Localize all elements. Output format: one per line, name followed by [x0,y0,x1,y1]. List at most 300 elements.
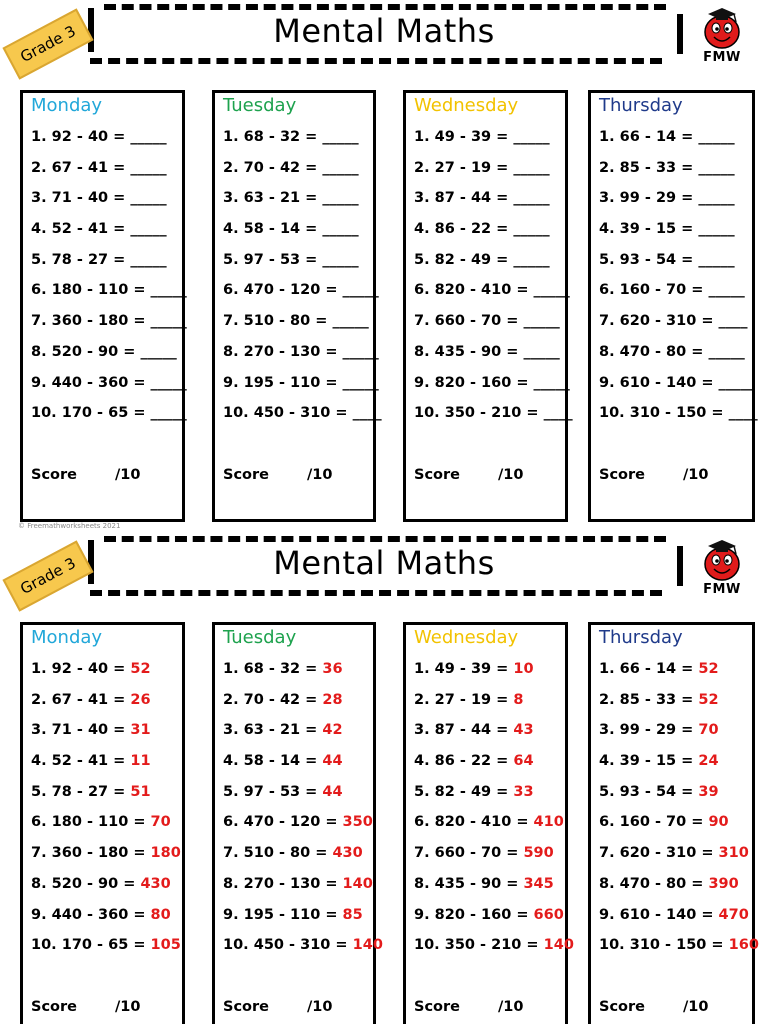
answer-blank: _____ [698,159,735,176]
question-text: 5. 82 - 49 = [414,783,514,800]
question-text: 2. 70 - 42 = [223,159,323,176]
day-card-thursday [588,90,758,522]
answer-value: 85 [342,906,363,923]
answer-blank: _____ [130,190,167,207]
question-text: 9. 610 - 140 = [599,906,719,923]
answer-blank: _____ [513,159,550,176]
question-list [223,129,382,436]
question-text: 2. 27 - 19 = [414,159,514,176]
answer-blank: _____ [130,251,167,268]
question-text: 4. 52 - 41 = [31,753,131,770]
question-row [223,845,369,876]
answer-blank: _____ [698,190,735,207]
answer-blank: _____ [322,251,359,268]
question-row [31,282,187,313]
header-dashed-line-top [104,4,666,10]
answer-blank: _____ [513,251,550,268]
answer-value: 160 [728,937,759,954]
question-text: 7. 360 - 180 = [31,845,151,862]
question-row [223,814,373,845]
day-card-thursday [588,622,759,1024]
question-text: 7. 620 - 310 = [599,313,719,330]
answer-value: 11 [130,753,151,770]
question-row [223,875,373,907]
question-row [31,661,178,692]
answer-value: 44 [322,783,343,800]
score-total: /10 [683,467,709,483]
score-label: Score [31,999,77,1015]
score-line [31,467,140,483]
answer-value: 660 [533,906,564,923]
question-text: 4. 39 - 15 = [599,221,699,238]
question-row [31,814,178,845]
day-heading: Tuesday [223,627,297,648]
question-text: 6. 820 - 410 = [414,282,534,299]
question-row [414,282,570,313]
question-text: 7. 660 - 70 = [414,313,524,330]
answer-value: 24 [698,753,719,770]
score-line [599,467,708,483]
score-total: /10 [307,999,333,1015]
question-row [223,937,383,968]
question-row [414,845,561,876]
question-text: 6. 470 - 120 = [223,282,343,299]
answer-value: 52 [698,661,719,677]
question-text: 9. 820 - 160 = [414,906,534,923]
question-row [599,692,748,723]
copyright-notice: © Freemathworksheets 2021 [18,522,121,530]
question-row [223,784,369,815]
answer-blank: _____ [332,313,369,330]
question-text: 1. 49 - 39 = [414,129,514,145]
question-row [31,845,181,876]
question-text: 8. 435 - 90 = [414,343,524,360]
answer-value: 430 [332,845,363,862]
question-row [414,753,561,784]
answer-value: 70 [150,814,171,831]
answer-value: 430 [140,875,171,892]
question-text: 10. 350 - 210 = [414,937,544,954]
answer-value: 43 [513,722,534,739]
answer-blank: _____ [150,282,187,299]
question-text: 3. 63 - 21 = [223,190,323,207]
answer-value: 33 [513,783,534,800]
question-row [599,313,748,344]
header-dashed-line-top [104,536,666,542]
answer-value: 80 [150,906,171,923]
question-row [31,221,178,252]
answer-value: 51 [130,783,151,800]
question-row [599,129,748,160]
question-text: 4. 39 - 15 = [599,753,699,770]
question-row [31,190,178,221]
question-text: 1. 66 - 14 = [599,129,699,145]
answer-blank: _____ [322,221,359,238]
score-label: Score [414,467,460,483]
question-text: 2. 85 - 33 = [599,159,699,176]
question-row [414,313,561,344]
answer-value: 10 [513,661,534,677]
day-card-tuesday [212,622,383,1024]
day-card-wednesday [403,90,573,522]
question-text: 5. 82 - 49 = [414,251,514,268]
answer-value: 140 [543,937,574,954]
question-text: 8. 470 - 80 = [599,343,709,360]
question-row [31,907,178,938]
answer-value: 26 [130,691,151,708]
question-text: 1. 68 - 32 = [223,661,323,677]
answer-blank: _____ [130,159,167,176]
answer-value: 140 [352,937,383,954]
question-row [223,129,369,160]
question-row [31,313,187,344]
question-text: 5. 93 - 54 = [599,783,699,800]
answer-blank: _____ [342,343,379,360]
question-text: 6. 160 - 70 = [599,282,709,299]
answer-blank: _____ [513,221,550,238]
score-label: Score [223,999,269,1015]
answer-blank: _____ [513,129,550,145]
score-line [414,999,523,1015]
answer-blank: _____ [708,343,745,360]
question-text: 5. 78 - 27 = [31,783,131,800]
answer-value: 39 [698,783,719,800]
answer-value: 44 [322,753,343,770]
question-text: 10. 170 - 65 = [31,405,151,422]
answer-value: 410 [533,814,564,831]
question-text: 10. 170 - 65 = [31,937,151,954]
question-row [414,190,561,221]
score-line [223,999,332,1015]
question-list [414,661,574,968]
question-row [599,344,748,375]
score-total: /10 [115,999,141,1015]
question-row [414,814,564,845]
question-row [599,661,748,692]
question-text: 9. 440 - 360 = [31,374,151,391]
question-list [414,129,573,436]
answer-value: 70 [698,722,719,739]
question-text: 6. 470 - 120 = [223,814,343,831]
question-text: 4. 58 - 14 = [223,221,323,238]
question-row [223,374,379,406]
fmw-logo [694,4,750,66]
day-heading: Tuesday [223,95,297,116]
score-label: Score [599,467,645,483]
question-row [223,282,379,313]
question-text: 10. 310 - 150 = [599,937,729,954]
question-row [223,753,369,784]
answer-blank: _____ [150,313,187,330]
answer-value: 345 [523,875,554,892]
question-row [223,661,369,692]
answer-blank: _____ [708,282,745,299]
day-heading: Thursday [599,95,683,116]
question-row [599,814,748,845]
question-row [414,252,561,283]
answer-blank: _____ [130,129,167,145]
question-text: 1. 92 - 40 = [31,129,131,145]
question-row [223,252,369,283]
question-text: 3. 99 - 29 = [599,190,699,207]
question-row [414,722,561,753]
question-row [599,252,748,283]
apple-mascot-icon [694,4,750,52]
question-row [599,907,748,938]
question-row [31,374,187,406]
question-row [599,876,748,907]
question-text: 6. 180 - 110 = [31,814,151,831]
answer-blank: _____ [533,374,570,391]
question-text: 2. 85 - 33 = [599,691,699,708]
question-row [599,753,748,784]
question-text: 3. 87 - 44 = [414,722,514,739]
score-label: Score [223,467,269,483]
question-text: 8. 270 - 130 = [223,343,343,360]
answer-value: 90 [708,814,729,831]
score-line [414,467,523,483]
answer-blank: _____ [718,374,755,391]
question-text: 8. 435 - 90 = [414,875,524,892]
question-row [599,282,748,313]
answer-blank: _____ [698,221,735,238]
score-total: /10 [115,467,141,483]
answer-blank: ____ [352,405,382,422]
question-row [414,937,574,968]
question-text: 1. 49 - 39 = [414,661,514,677]
answer-blank: _____ [513,190,550,207]
question-row [223,692,369,723]
question-text: 6. 180 - 110 = [31,282,151,299]
answer-blank: _____ [523,313,560,330]
question-row [599,937,759,968]
question-row [599,722,748,753]
answer-blank: _____ [523,343,560,360]
question-row [414,784,561,815]
question-row [31,129,178,160]
question-text: 8. 520 - 90 = [31,875,141,892]
answer-blank: ____ [728,405,758,422]
question-text: 3. 63 - 21 = [223,722,323,739]
question-row [414,221,561,252]
answer-blank: _____ [322,159,359,176]
question-row [31,344,178,375]
question-text: 6. 160 - 70 = [599,814,709,831]
question-text: 1. 92 - 40 = [31,661,131,677]
score-total: /10 [498,467,524,483]
question-text: 3. 87 - 44 = [414,190,514,207]
answer-blank: _____ [322,129,359,145]
question-text: 1. 66 - 14 = [599,661,699,677]
question-text: 5. 93 - 54 = [599,251,699,268]
question-list [31,661,181,968]
question-row [414,374,570,406]
score-label: Score [414,999,460,1015]
answer-blank: _____ [150,374,187,391]
question-row [414,906,564,938]
question-row [414,692,561,723]
answer-blank: ____ [543,405,573,422]
question-text: 8. 470 - 80 = [599,875,709,892]
answer-blank: _____ [533,282,570,299]
question-text: 7. 510 - 80 = [223,845,333,862]
question-text: 9. 195 - 110 = [223,374,343,391]
answer-blank: _____ [342,282,379,299]
question-row [223,190,369,221]
day-heading: Monday [31,95,103,116]
question-row [31,753,178,784]
answer-value: 105 [150,937,181,954]
day-heading: Wednesday [414,627,519,648]
question-text: 9. 440 - 360 = [31,906,151,923]
question-text: 8. 270 - 130 = [223,875,343,892]
question-row [599,784,748,815]
grade-badge: Grade 3 [2,540,93,611]
answer-blank: _____ [698,251,735,268]
apple-mascot-icon [694,536,750,584]
question-row [223,221,369,252]
question-row [599,221,748,252]
question-row [599,160,748,191]
grade-badge: Grade 3 [2,8,93,79]
answer-blank: _____ [698,129,735,145]
question-text: 7. 360 - 180 = [31,313,151,330]
day-card-tuesday [212,90,382,522]
answer-blank: ____ [718,313,748,330]
question-row [31,692,178,723]
score-line [599,999,708,1015]
score-line [223,467,332,483]
answer-value: 31 [130,722,151,739]
question-text: 9. 820 - 160 = [414,374,534,391]
question-text: 3. 71 - 40 = [31,190,131,207]
question-row [599,374,755,406]
question-text: 7. 620 - 310 = [599,845,719,862]
day-card-monday [20,90,185,522]
question-text: 2. 70 - 42 = [223,691,323,708]
score-total: /10 [307,467,333,483]
question-text: 5. 97 - 53 = [223,251,323,268]
question-row [223,907,369,938]
answer-value: 64 [513,753,534,770]
question-text: 4. 86 - 22 = [414,221,514,238]
page-title: Mental Maths [273,12,495,50]
answer-value: 42 [322,722,343,739]
question-row [31,722,178,753]
question-list [31,129,187,436]
answer-value: 180 [150,845,181,862]
answer-value: 36 [322,661,343,677]
question-list [599,661,759,968]
question-row [31,160,178,191]
worksheet-answers [0,532,768,1024]
question-row [223,160,369,191]
question-row [31,252,178,283]
question-row [599,190,748,221]
question-text: 4. 58 - 14 = [223,753,323,770]
question-text: 2. 67 - 41 = [31,159,131,176]
question-text: 8. 520 - 90 = [31,343,141,360]
day-heading: Thursday [599,627,683,648]
question-list [599,129,758,436]
question-row [414,344,561,375]
question-row [414,405,573,436]
question-row [223,405,382,436]
score-label: Score [31,467,77,483]
question-text: 9. 195 - 110 = [223,906,343,923]
answer-value: 310 [718,845,749,862]
question-text: 9. 610 - 140 = [599,374,719,391]
score-line [31,999,140,1015]
question-text: 4. 52 - 41 = [31,221,131,238]
answer-value: 52 [698,691,719,708]
question-text: 5. 78 - 27 = [31,251,131,268]
answer-value: 590 [523,845,554,862]
question-text: 10. 350 - 210 = [414,405,544,422]
score-total: /10 [498,999,524,1015]
answer-blank: _____ [140,343,177,360]
question-row [414,876,561,907]
question-list [223,661,383,968]
question-row [31,784,178,815]
question-row [599,845,748,876]
question-text: 6. 820 - 410 = [414,814,534,831]
question-row [31,405,187,436]
question-row [599,405,758,436]
question-text: 5. 97 - 53 = [223,783,323,800]
score-label: Score [599,999,645,1015]
day-card-wednesday [403,622,574,1024]
question-text: 3. 71 - 40 = [31,722,131,739]
answer-blank: _____ [130,221,167,238]
day-heading: Wednesday [414,95,519,116]
day-card-monday [20,622,185,1024]
question-text: 2. 27 - 19 = [414,691,514,708]
answer-value: 470 [718,906,749,923]
question-text: 10. 310 - 150 = [599,405,729,422]
question-text: 7. 660 - 70 = [414,845,524,862]
question-row [31,876,178,907]
answer-value: 8 [513,691,524,708]
question-row [414,129,561,160]
question-row [223,343,379,375]
question-text: 3. 99 - 29 = [599,722,699,739]
question-text: 4. 86 - 22 = [414,753,514,770]
header-dashed-line-bottom [90,590,662,596]
answer-value: 28 [322,691,343,708]
question-row [223,722,369,753]
header-dashed-line-bottom [90,58,662,64]
answer-blank: _____ [322,190,359,207]
page-title: Mental Maths [273,544,495,582]
answer-blank: _____ [342,374,379,391]
question-text: 10. 450 - 310 = [223,405,353,422]
question-row [31,937,181,968]
question-text: 1. 68 - 32 = [223,129,323,145]
question-row [414,661,561,692]
answer-value: 140 [342,875,373,892]
day-heading: Monday [31,627,103,648]
question-text: 7. 510 - 80 = [223,313,333,330]
answer-blank: _____ [150,405,187,422]
question-text: 10. 450 - 310 = [223,937,353,954]
logo-text: FMW [703,50,741,65]
answer-value: 52 [130,661,151,677]
answer-value: 350 [342,814,373,831]
fmw-logo [694,536,750,598]
question-row [223,313,369,344]
logo-text: FMW [703,582,741,597]
